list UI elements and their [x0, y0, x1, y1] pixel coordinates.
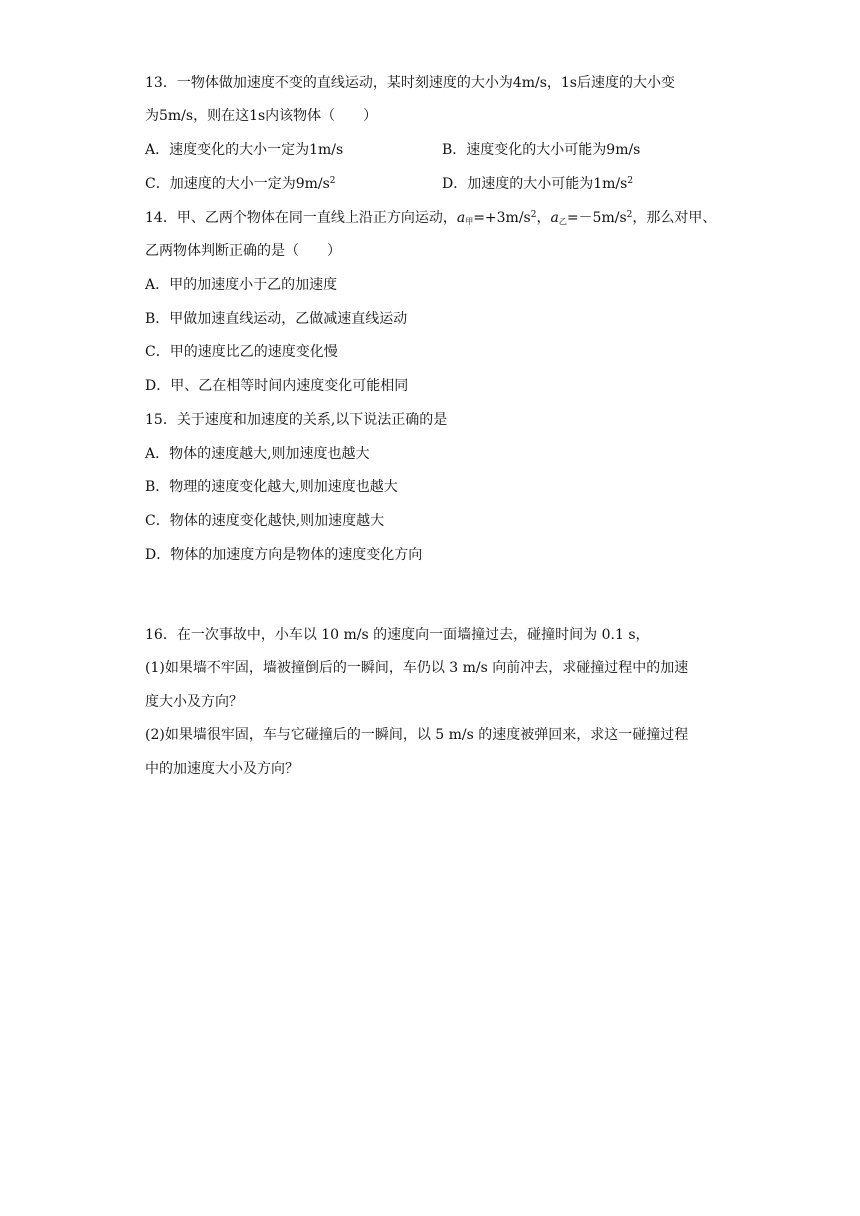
q14-subscript-yi: 乙	[558, 217, 567, 226]
q14-option-b: B．甲做加速直线运动，乙做减速直线运动	[145, 311, 408, 327]
q14-exponent-jia: 2	[530, 210, 537, 220]
q13-option-c	[145, 174, 336, 194]
q14-stem-line2: 乙两物体判断正确的是（ ）	[145, 243, 341, 259]
q14-option-c: C．甲的速度比乙的速度变化慢	[145, 344, 338, 360]
q14-value-jia: =+3m/s	[473, 210, 531, 226]
q13-option-d-exponent: 2	[627, 176, 634, 186]
q15-option-b: B．物理的速度变化越大,则加速度也越大	[145, 479, 398, 495]
q16-part1-line2: 度大小及方向？	[145, 694, 243, 710]
q16-stem: 16．在一次事故中，小车以 10 m/s 的速度向一面墙撞过去，碰撞时间为 0.1 s，	[145, 627, 650, 643]
q13-stem-line1: 13．一物体做加速度不变的直线运动，某时刻速度的大小为4m/s，1s后速度的大小变	[145, 75, 675, 91]
q13-option-b: B．速度变化的大小可能为9m/s	[442, 142, 641, 158]
q13-stem-line2: 为5m/s，则在这1s内该物体（ ）	[145, 108, 378, 124]
q13-option-c-text: C．加速度的大小一定为9m/s	[145, 176, 330, 192]
q14-value-yi: =－5m/s	[566, 210, 627, 226]
q14-stem-part2: ，那么对甲、	[632, 210, 717, 226]
q16-part2-line1: (2)如果墙很牢固，车与它碰撞后的一瞬间，以 5 m/s 的速度被弹回来，求这一碰撞过程	[145, 727, 689, 743]
q14-exponent-yi: 2	[626, 210, 633, 220]
q15-option-d: D．物体的加速度方向是物体的速度变化方向	[145, 547, 423, 563]
q14-separator: ，	[536, 210, 551, 226]
q13-option-a: A．速度变化的大小一定为1m/s	[145, 142, 344, 158]
q16-part2-line2: 中的加速度大小及方向？	[145, 761, 299, 777]
q13-option-d-text: D．加速度的大小可能为1m/s	[442, 176, 628, 192]
q15-option-c: C．物体的速度变化越快,则加速度越大	[145, 513, 385, 529]
q16-part1-line1: (1)如果墙不牢固，墙被撞倒后的一瞬间，车仍以 3 m/s 向前冲去，求碰撞过程中的加速	[145, 660, 689, 676]
q14-stem-part1: 14．甲、乙两个物体在同一直线上沿正方向运动，	[145, 210, 457, 226]
q14-option-a: A．甲的加速度小于乙的加速度	[145, 277, 338, 293]
q14-a-symbol-yi: a	[550, 210, 559, 226]
q13-option-c-exponent: 2	[329, 176, 336, 186]
q14-option-d: D．甲、乙在相等时间内速度变化可能相同	[145, 378, 409, 394]
q15-stem: 15．关于速度和加速度的关系,以下说法正确的是	[145, 412, 448, 428]
q13-option-d	[442, 174, 633, 194]
q14-subscript-jia: 甲	[465, 217, 474, 226]
q14-a-symbol-jia: a	[456, 210, 466, 226]
q14-stem-line1	[145, 208, 716, 232]
q15-option-a: A．物体的速度越大,则加速度也越大	[145, 446, 370, 462]
